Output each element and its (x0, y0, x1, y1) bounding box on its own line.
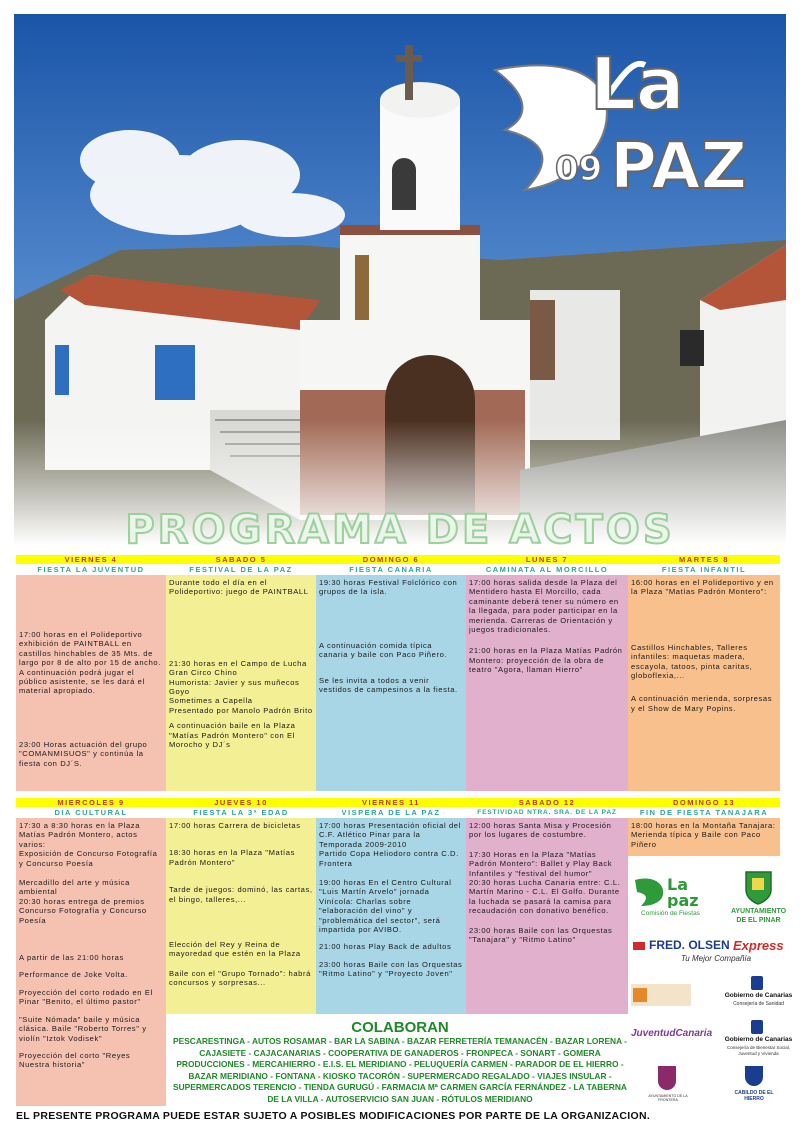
event-text: Elección del Rey y Reina de mayoredad que estén en la Plaza (169, 940, 301, 959)
event-text: 19:30 horas Festival Folclórico con grupos de la isla. (319, 578, 458, 597)
ayto-pinar-logo (721, 868, 796, 928)
logo-paz-text: PAZ (610, 130, 747, 204)
logo-la-text: La (590, 42, 685, 126)
event-text: Tarde de juegos: dominó, las cartas, el bingo, talleres,... (169, 885, 313, 904)
week1-day-1: VIERNES 4 (64, 555, 118, 564)
fred-olsen-logo (633, 938, 799, 968)
week2-theme-1: DIA CULTURAL (54, 808, 128, 817)
week2-theme-3: VISPERA DE LA PAZ (341, 808, 441, 817)
week2-theme-5: FIN DE FIESTA TANAJARA (639, 808, 769, 817)
week1-col-4 (466, 575, 628, 791)
dove-icon (633, 872, 708, 908)
program-title: PROGRAMA DE ACTOS (125, 507, 675, 553)
juventud-canaria-logo: JuventudCanaria (631, 1028, 713, 1039)
week2-theme-2: FIESTA LA 3ª EDAD (193, 808, 289, 817)
event-text: 17:00 horas salida desde la Plaza del Mentidero hasta El Morcillo, cada caminante deberá tener su número en la llegada, para poder participar en la merienda. Carreras de Orientación y juegos tradicionales. (469, 578, 619, 635)
week1-theme-4: CAMINATA AL MORCILLO (485, 565, 609, 574)
event-text: A continuación baile en la Plaza "Matías Padrón Montero" con El Morocho y DJ´s (169, 721, 296, 750)
event-text: Proyección del corto rodado en El Pinar "Benito, el último pastor" (19, 987, 153, 1007)
fred-express: Express (733, 938, 784, 953)
event-text: 18:00 horas en la Montaña Tanajara: Merienda típica y Baile con Paco Piñero (631, 821, 776, 849)
crest-icon (751, 1020, 763, 1034)
ayto-frontera-logo (643, 1066, 693, 1108)
gob2-sub: Consejería de Bienestar Social, Juventud y Vivienda (726, 1045, 791, 1056)
event-text: 17:00 horas Presentación oficial del C.F. Atlético Pinar para la Temporada 2009-2010 Partido Copa Heliodoro contra C.D. Frontera (319, 821, 461, 868)
gob1-title: Gobierno de Canarias (724, 992, 793, 999)
week1-col-1 (16, 575, 166, 791)
gob2-title: Gobierno de Canarias (724, 1036, 793, 1043)
svg-text:La: La (667, 875, 688, 894)
shield-icon (658, 1066, 676, 1090)
event-text: "Suite Nómada" baile y música clásica. Baile "Roberto Torres" y violín "Iztok Vodisek" (19, 1014, 147, 1043)
gob-canarias-2 (721, 1020, 796, 1060)
gob1-sub: Consejería de Sanidad (733, 1001, 784, 1007)
event-text: 12:00 horas Santa Misa y Procesión por los lugares de costumbre. (469, 821, 612, 840)
week1-col-5 (628, 575, 780, 791)
crest-icon (751, 976, 763, 990)
week2-day-5: DOMINGO 13 (672, 798, 736, 807)
lapaz-caption: Comisión de Fiestas (641, 910, 700, 917)
week1-day-2: SABADO 5 (215, 555, 267, 564)
event-text: 17:30 Horas en la Plaza "Matías Padrón Montero": Ballet y Play Back Infantiles y "festival del humor" 20:30 horas Lucha Canaria entre: C.L. Martín Marino - C.L. El Golfo. Durante la luchada se pasará la camisa para recaudación con donativo benéfico. (469, 849, 621, 916)
ayto-caption-2: DE EL PINAR (736, 917, 781, 924)
event-text: Durante todo el día en el Polideportivo: juego de PAINTBALL (169, 578, 309, 597)
event-text: Baile con el "Grupo Tornado": habrá concursos y sorpresas... (169, 968, 311, 988)
week1-day-3: DOMINGO 6 (362, 555, 420, 564)
week1-day-5: MARTES 8 (679, 555, 729, 564)
gob-canarias-1 (721, 976, 796, 1016)
fred-slogan: Tu Mejor Compañía (681, 954, 752, 963)
week1-theme-1: FIESTA LA JUVENTUD (37, 565, 145, 574)
event-text: A continuación merienda, sorpresas y el Show de Mary Popins. (631, 694, 773, 713)
week2-day-1: MIERCOLES 9 (57, 798, 125, 807)
week2-col-4 (466, 818, 628, 1014)
la-paz-small-logo (633, 872, 708, 922)
event-text: 21:00 horas en la Plaza Matías Padrón Montero: proyección de la obra de teatro "Agora, llaman Hierro" (469, 646, 623, 675)
event-text: 21:30 horas en el Campo de Lucha Gran Circo Chino Humorista: Javier y sus muñecos Goyo Sometimes a Capella Presentado por Manolo Padrón Brito (169, 658, 313, 715)
frontera-caption: AYUNTAMIENTO DE LA FRONTERA (648, 1094, 688, 1103)
week1-theme-2: FESTIVAL DE LA PAZ (189, 565, 293, 574)
week2-day-3: VIERNES 11 (362, 798, 420, 807)
event-text: Performance de Joke Volta. (19, 970, 128, 980)
svg-text:paz: paz (667, 891, 699, 908)
event-text: A partir de las 21:00 horas (19, 953, 124, 963)
cabildo-caption: CABILDO DE EL HIERRO (734, 1090, 774, 1102)
la-paz-logo (485, 40, 765, 220)
event-text: 23:00 horas Baile con las Orquestas "Tanajara" y "Ritmo Latino" (469, 925, 613, 945)
week2-col-3 (316, 818, 466, 1014)
event-text: 17:00 horas Carrera de bicicletas (169, 821, 301, 830)
colaboran-title: COLABORAN (351, 1019, 449, 1036)
fundacion-mark-icon (633, 988, 647, 1002)
fred-title: FRED. OLSEN (649, 938, 730, 952)
ayto-caption-1: AYUNTAMIENTO (730, 908, 787, 915)
week2-day-4: SABADO 12 (518, 798, 576, 807)
week1-col-3 (316, 575, 466, 791)
event-text: 23:00 horas Baile con las Orquestas "Ritmo Latino" y "Proyecto Joven" (319, 959, 463, 979)
sponsors-panel (629, 858, 799, 1108)
fundacion-logo (631, 984, 691, 1006)
coat-of-arms-icon (721, 868, 796, 906)
event-text: Castillos Hinchables, Talleres infantiles: maquetas madera, escayola, tatoos, pinta caritas, globoflexia,... (631, 642, 753, 681)
week2-col-1 (16, 818, 166, 1106)
week1-day-4: LUNES 7 (525, 555, 569, 564)
event-text: 21:00 horas Play Back de adultos (319, 942, 452, 952)
week1-theme-5: FIESTA INFANTIL (661, 565, 747, 574)
week2-col-2 (166, 818, 316, 1014)
week1-theme-3: FIESTA CANARIA (349, 565, 433, 574)
logo-year-text: 09 (555, 149, 603, 189)
event-text: 23:00 Horas actuación del grupo "COMANMISUOS" y continúa la fiesta con DJ´S. (19, 739, 148, 768)
week1-col-2 (166, 575, 316, 791)
week2-theme-4: FESTIVIDAD NTRA. SRA. DE LA PAZ (477, 809, 617, 816)
event-text: 17:30 a 8:30 horas en la Plaza Matías Padrón Montero, actos varios: Exposición de Concurso Fotografía y Concurso Poesía (19, 821, 158, 868)
week2-day-2: JUEVES 10 (214, 798, 268, 807)
event-text: A continuación comida típica canaria y baile con Paco Piñero. (319, 640, 448, 660)
cabildo-hierro-logo (729, 1066, 779, 1108)
week2-col-5 (628, 818, 780, 856)
event-text: Proyección del corto "Reyes Nuestra historia" (19, 1050, 131, 1070)
event-text: 19:00 horas En el Centro Cultural "Luis Martín Arvelo" jornada Vinícola: Charlas sobre "elaboración del vino" y "problemática del sector", será impartida por AVIBO. (319, 878, 452, 935)
event-text: Se les invita a todos a venir vestidos de campesinos a la fiesta. (319, 675, 458, 695)
crest-icon (745, 1066, 763, 1086)
disclaimer-footer: EL PRESENTE PROGRAMA PUEDE ESTAR SUJETO A POSIBLES MODIFICACIONES POR PARTE DE LA ORGANIZACION. (16, 1110, 651, 1122)
event-text: 18:30 horas en la Plaza "Matías Padrón Montero" (169, 848, 295, 867)
event-text: 16:00 horas en el Polideportivo y en la Plaza "Matías Padrón Montero": (631, 578, 774, 597)
flag-icon (633, 942, 645, 950)
event-text: 17:00 horas en el Polideportivo exhibición de PAINTBALL en castillos hinchables de 35 Mts. de largo por 8 de alto por 15 de ancho. A continuación podrá jugar el público asistente, se les dará el material apropiado. (19, 630, 161, 696)
colaboran-list: PESCARESTINGA - AUTOS ROSAMAR - BAR LA SABINA - BAZAR FERRETERÍA TEMANACÉN - BAZAR LORENA - CAJASIETE - CAJACANARIAS - COOPERATIVA DE GANADEROS - FRONPECA - SONART - GOMERA PRODUCCIONES - MERCAHIERRO - E.I.S. EL MERIDIANO - PELUQUERÍA CARMEN - PARADOR DE EL HIERRO - BAZAR MERIDIANO - FONTANA - KIOSKO TACORÓN - SUPERMERCADO REGALADO - VIAJES INSULAR - SUPERMERCADOS TERENCIO - TIENDA GURUGÚ - FARMACIA Mª CARMEN GARCÍA FERNÁNDEZ - LA TABERNA DE LA VILLA - AUTOSERVICIO SAN JUAN - RÓTULOS MERIDIANO (173, 1036, 627, 1104)
event-text: Mercadillo del arte y música ambiental 20:30 horas entrega de premios Concurso Fotografía y Concurso Poesía (19, 878, 147, 925)
